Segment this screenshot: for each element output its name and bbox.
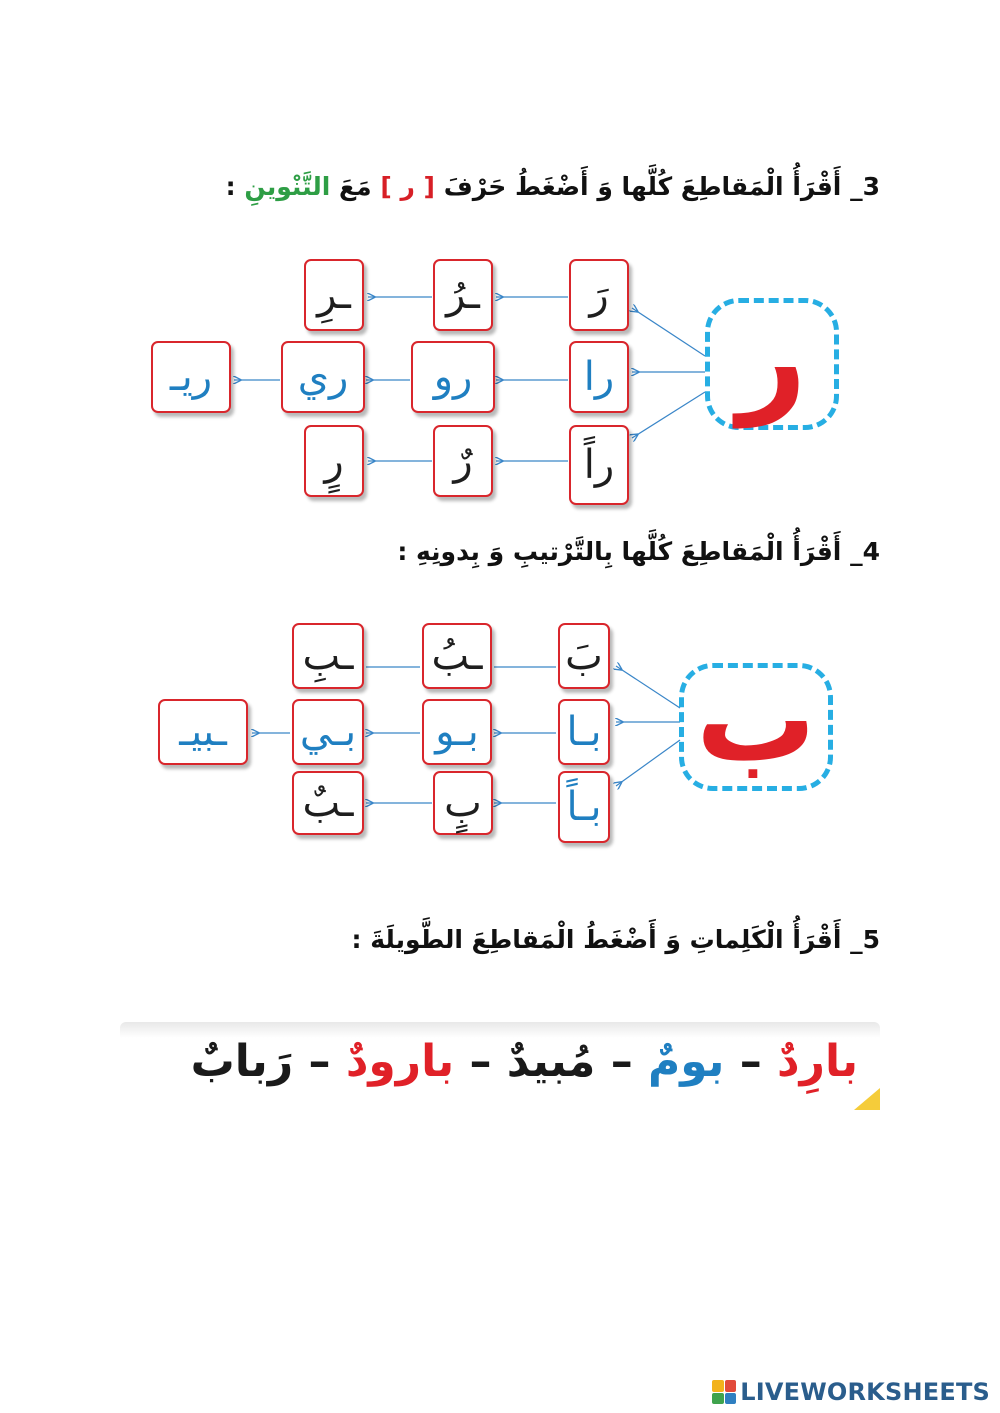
instruction-5-text: 5_ أَقْرَأُ الْكَلِماتِ وَ أَضْغَطُ الْمَقاطِعَ الطَّويلَةَ : xyxy=(351,925,880,954)
syllable-card[interactable] xyxy=(558,699,610,765)
word-separator: – xyxy=(610,1036,633,1087)
syllable-text: رَ xyxy=(589,272,609,318)
syllable-card[interactable] xyxy=(292,699,364,765)
syllable-text: ـرِ xyxy=(317,272,351,318)
instruction-5 xyxy=(352,925,880,954)
word-barid[interactable]: بارِدٌ xyxy=(777,1036,858,1087)
syllable-text: رٍ xyxy=(324,438,344,484)
syllable-card[interactable] xyxy=(569,425,629,505)
words-band xyxy=(120,1022,880,1110)
syllable-card[interactable] xyxy=(433,259,493,331)
instruction-3-colon: : xyxy=(225,172,236,201)
big-letter-ba-box xyxy=(679,650,833,791)
instruction-3-letter: [ ر ] xyxy=(380,172,435,201)
big-letter-ra: ر xyxy=(737,289,807,428)
syllable-card[interactable] xyxy=(411,341,495,413)
word-barood[interactable]: بارودٌ xyxy=(345,1036,455,1087)
instruction-3-text: 3_ أَقْرَأُ الْمَقاطِعَ كُلَّها وَ أَضْغَطُ حَرْفَ xyxy=(443,172,880,201)
syllable-text: بـاً xyxy=(566,784,602,830)
word-separator: – xyxy=(469,1036,492,1087)
syllable-text: راً xyxy=(583,442,615,488)
word-mubeed[interactable]: مُبيدٌ xyxy=(506,1036,596,1087)
syllable-text: بـا xyxy=(566,709,602,755)
syllable-text: ـرُ xyxy=(446,272,480,318)
brand-name: LIVEWORKSHEETS xyxy=(740,1378,990,1406)
syllable-text: رو xyxy=(433,354,473,400)
syllable-text: بـو xyxy=(435,709,479,755)
syllable-card[interactable] xyxy=(158,699,248,765)
syllable-text: را xyxy=(583,354,615,400)
syllable-text: ـبِ xyxy=(302,633,354,679)
syllable-text: بـي xyxy=(299,709,357,755)
syllable-card[interactable] xyxy=(281,341,365,413)
syllable-card[interactable] xyxy=(558,771,610,843)
word-separator: – xyxy=(308,1036,331,1087)
syllable-text: ريـ xyxy=(169,354,213,400)
syllable-card[interactable] xyxy=(558,623,610,689)
syllable-text: ري xyxy=(297,354,349,400)
words-line xyxy=(191,1036,858,1087)
word-rabab[interactable]: رَبابٌ xyxy=(190,1036,294,1087)
word-separator: – xyxy=(739,1036,762,1087)
syllable-card[interactable] xyxy=(304,425,364,497)
syllable-text: بٍ xyxy=(444,780,482,826)
syllable-card[interactable] xyxy=(151,341,231,413)
liveworksheets-logo-icon xyxy=(712,1380,736,1404)
syllable-text: رٌ xyxy=(453,438,473,484)
syllable-card[interactable] xyxy=(569,341,629,413)
brand xyxy=(712,1378,990,1406)
big-letter-ba: ب xyxy=(695,650,817,789)
instruction-4-text: 4_ أَقْرَأُ الْمَقاطِعَ كُلَّها بِالتَّرْتيبِ وَ بِدونِهِ : xyxy=(397,537,880,566)
instruction-3-mid: مَعَ xyxy=(339,172,372,201)
big-letter-ra-box xyxy=(705,289,839,430)
syllable-text: ـبُ xyxy=(431,633,483,679)
syllable-card[interactable] xyxy=(433,425,493,497)
corner-decoration xyxy=(854,1088,880,1110)
syllable-text: بَ xyxy=(565,633,603,679)
syllable-card[interactable] xyxy=(422,699,492,765)
instruction-3-tanween: التَّنْوينِ xyxy=(244,172,331,201)
syllable-text: ـبٌ xyxy=(302,780,354,826)
syllable-card[interactable] xyxy=(304,259,364,331)
syllable-card[interactable] xyxy=(569,259,629,331)
syllable-card[interactable] xyxy=(422,623,492,689)
instruction-4 xyxy=(397,537,880,566)
word-boom[interactable]: بومٌ xyxy=(648,1036,725,1087)
syllable-text: ـبيـ xyxy=(179,709,227,755)
syllable-card[interactable] xyxy=(433,771,493,835)
syllable-card[interactable] xyxy=(292,771,364,835)
syllable-card[interactable] xyxy=(292,623,364,689)
